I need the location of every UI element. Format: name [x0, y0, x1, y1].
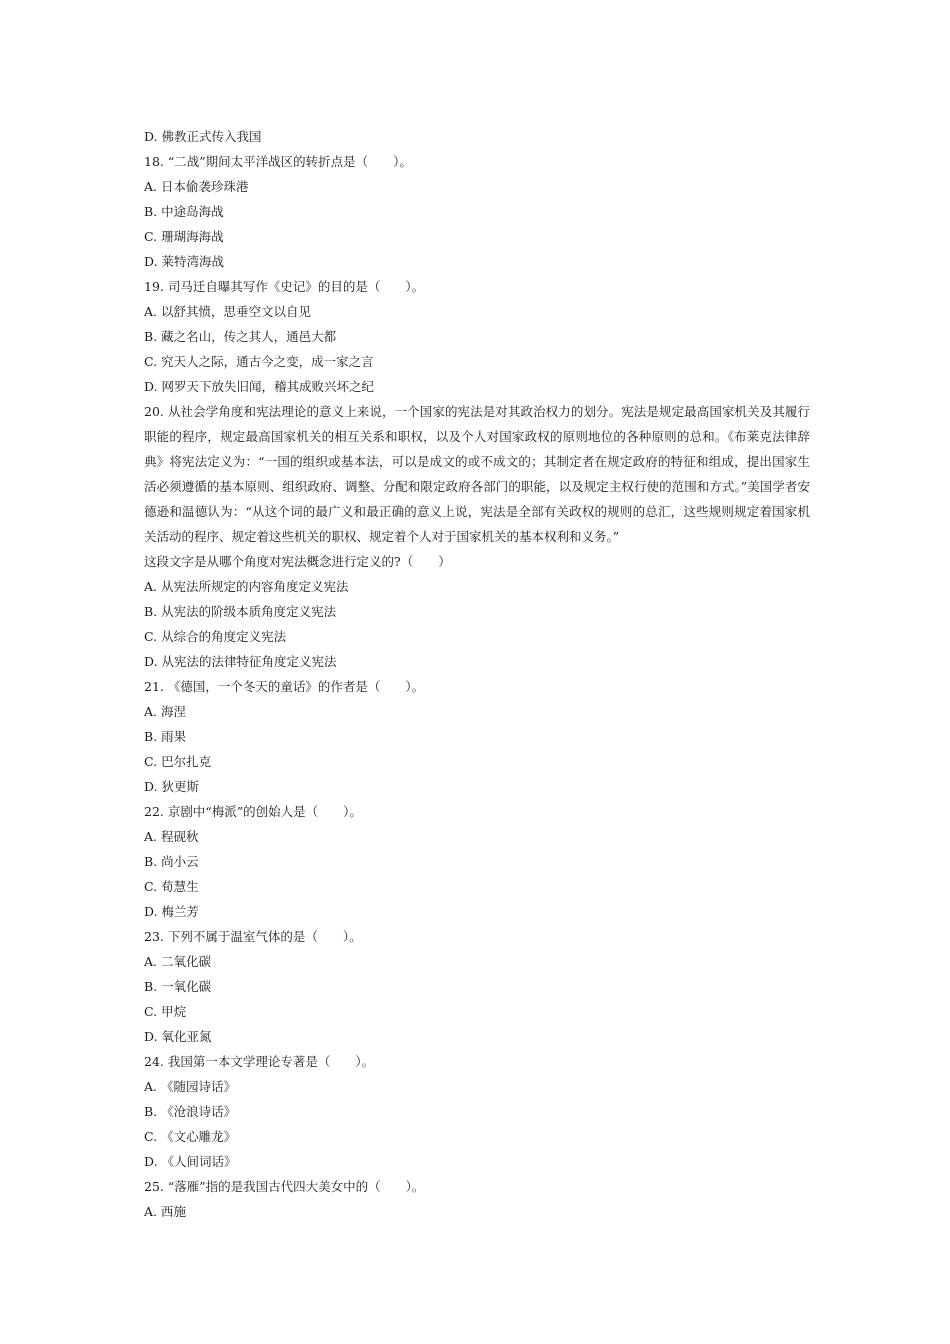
option-23-c: C. 甲烷	[144, 1004, 187, 1019]
option-19-c: C. 究天人之际，通古今之变，成一家之言	[144, 354, 374, 369]
option-23-d: D. 氧化亚氮	[144, 1029, 212, 1044]
option-22-d: D. 梅兰芳	[144, 904, 200, 919]
option-24-b: B. 《沧浪诗话》	[144, 1104, 237, 1119]
option-24-c: C. 《文心雕龙》	[144, 1129, 237, 1144]
question-24: 24. 我国第一本文学理论专著是（ ）。	[144, 1054, 375, 1069]
option-22-b: B. 尚小云	[144, 854, 199, 869]
question-21: 21. 《德国，一个冬天的童话》的作者是（ ）。	[144, 679, 425, 694]
option-21-b: B. 雨果	[144, 729, 187, 744]
question-23: 23. 下列不属于温室气体的是（ ）。	[144, 929, 362, 944]
option-18-a: A. 日本偷袭珍珠港	[144, 179, 249, 194]
option-20-c: C. 从综合的角度定义宪法	[144, 629, 287, 644]
option-20-d: D. 从宪法的法律特征角度定义宪法	[144, 654, 337, 669]
question-19: 19. 司马迁自曝其写作《史记》的目的是（ ）。	[144, 279, 425, 294]
option-19-a: A. 以舒其愤，思垂空文以自见	[144, 304, 311, 319]
question-20: 这段文字是从哪个角度对宪法概念进行定义的?（ ）	[144, 554, 451, 569]
exam-page	[144, 124, 810, 1224]
question-18: 18. “二战”期间太平洋战区的转折点是（ ）。	[144, 154, 412, 169]
option-22-c: C. 荀慧生	[144, 879, 199, 894]
option-24-a: A. 《随园诗话》	[144, 1079, 236, 1094]
option-17-d: D. 佛教正式传入我国	[144, 129, 262, 144]
question-22: 22. 京剧中“梅派”的创始人是（ ）。	[144, 804, 362, 819]
option-19-b: B. 藏之名山，传之其人，通邑大都	[144, 329, 337, 344]
option-21-d: D. 狄更斯	[144, 779, 200, 794]
option-20-a: A. 从宪法所规定的内容角度定义宪法	[144, 579, 349, 594]
option-18-c: C. 珊瑚海海战	[144, 229, 224, 244]
option-22-a: A. 程砚秋	[144, 829, 199, 844]
option-21-c: C. 巴尔扎克	[144, 754, 212, 769]
option-21-a: A. 海涅	[144, 704, 186, 719]
question-20-passage: 20. 从社会学角度和宪法理论的意义上来说，一个国家的宪法是对其政治权力的划分。宪法是规定最高国家机关及其履行职能的程序，规定最高国家机关的相互关系和职权，以及个人对国家政权的原则地位的各种原则的总和。《布莱克法律辞典》将宪法定义为：“一国的组织或基本法，可以是成文的或不成文的；其制定者在规定政府的特征和组成，提出国家生活必须遵循的基本原则、组织政府、调整、分配和限定政府各部门的职能，以及规定主权行使的范围和方式。”美国学者安德逊和温德认为：“从这个词的最广义和最正确的意义上说，宪法是全部有关政权的规则的总汇，这些规则规定着国家机关活动的程序、规定着这些机关的职权、规定着个人对于国家机关的基本权利和义务。”	[144, 404, 810, 544]
option-19-d: D. 网罗天下放失旧闻，稽其成败兴坏之纪	[144, 379, 375, 394]
option-20-b: B. 从宪法的阶级本质角度定义宪法	[144, 604, 337, 619]
option-23-a: A. 二氧化碳	[144, 954, 211, 969]
option-18-b: B. 中途岛海战	[144, 204, 224, 219]
option-25-a: A. 西施	[144, 1204, 186, 1219]
option-18-d: D. 莱特湾海战	[144, 254, 225, 269]
option-23-b: B. 一氧化碳	[144, 979, 212, 994]
option-24-d: D. 《人间词话》	[144, 1154, 237, 1169]
question-25: 25. “落雁”指的是我国古代四大美女中的（ ）。	[144, 1179, 425, 1194]
